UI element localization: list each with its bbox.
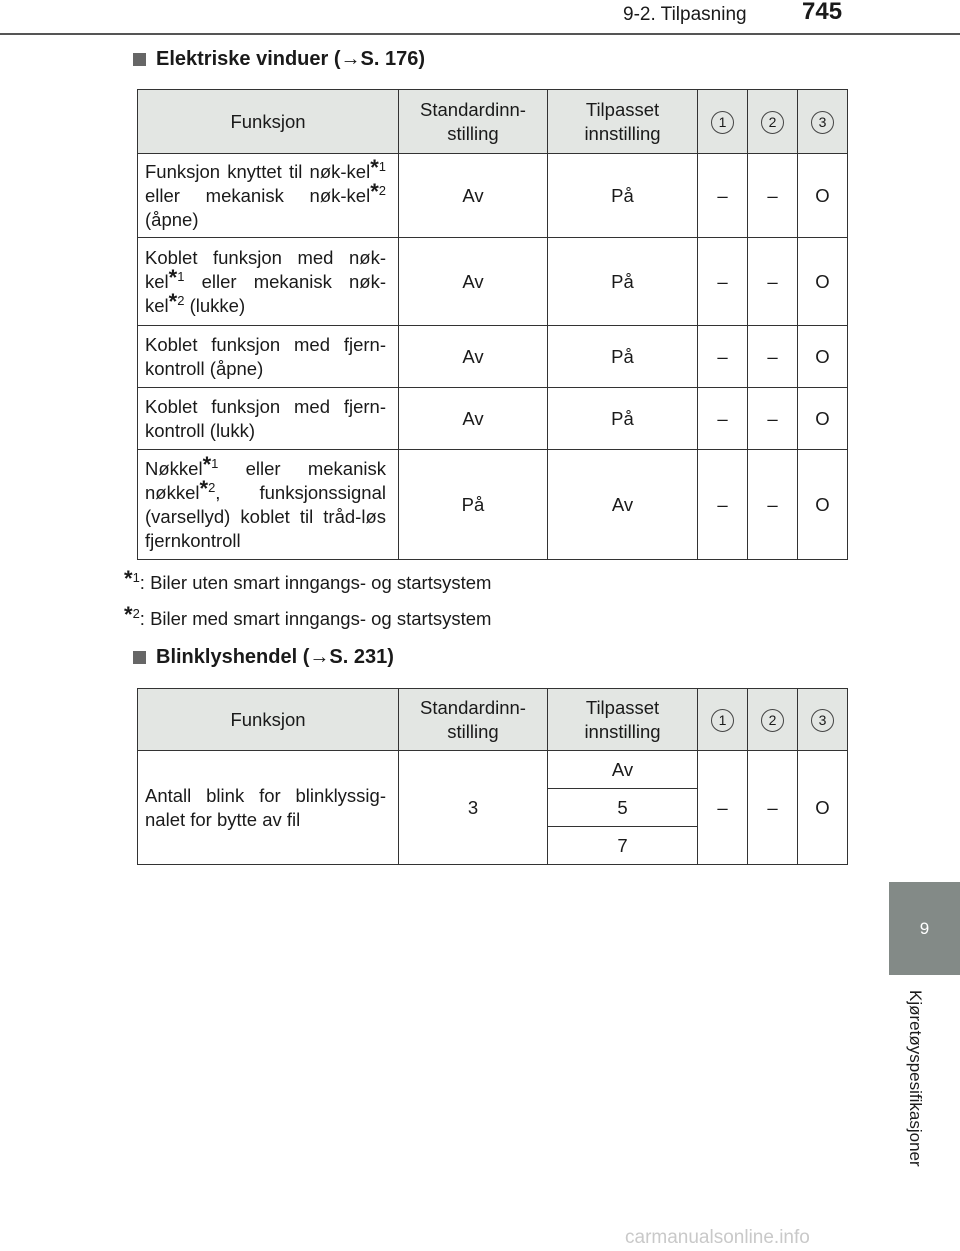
cell-default: Av (399, 388, 548, 450)
cell-col-3: O (798, 388, 848, 450)
function-text: eller mekanisk nøk-kel (145, 270, 386, 316)
cell-col-3: O (798, 238, 848, 326)
circled-1-icon: 1 (711, 111, 734, 134)
cell-option: Av (548, 751, 698, 789)
asterisk-mark: * (168, 264, 178, 290)
asterisk-mark: * (199, 475, 209, 501)
col-header-3 (798, 90, 848, 154)
col-header-function: Funksjon (138, 90, 399, 154)
cell-function (138, 450, 399, 560)
table-header-row (138, 689, 848, 751)
circled-1-icon: 1 (711, 709, 734, 732)
cell-option: 7 (548, 827, 698, 865)
table-header-row (138, 90, 848, 154)
cell-default: På (399, 450, 548, 560)
cell-custom: Av (548, 450, 698, 560)
function-text: Nøkkel (145, 457, 203, 479)
asterisk-mark: * (124, 602, 133, 627)
cell-col-2: – (748, 326, 798, 388)
footnote-ref: 2 (208, 479, 216, 495)
asterisk-mark: * (202, 451, 212, 477)
col-header-function: Funksjon (138, 689, 399, 751)
cell-col-2: – (748, 751, 798, 865)
table-row (138, 154, 848, 238)
turn-signal-table (137, 688, 848, 865)
col-header-3 (798, 689, 848, 751)
cell-option: 5 (548, 789, 698, 827)
cell-function (138, 388, 399, 450)
footnote-ref: 1 (211, 455, 219, 471)
chapter-label: Kjøretøyspesifikasjoner (906, 990, 925, 1167)
asterisk-mark: * (168, 288, 178, 314)
table-row (138, 751, 848, 789)
cell-default: Av (399, 326, 548, 388)
cell-custom: På (548, 388, 698, 450)
cell-col-2: – (748, 154, 798, 238)
footnote-mark: 1 (132, 570, 140, 585)
cell-custom: På (548, 326, 698, 388)
circled-2-icon: 2 (761, 111, 784, 134)
asterisk-mark: * (370, 178, 379, 204)
cell-function (138, 238, 399, 326)
section-title-text: Elektriske vinduer (→S. 176) (156, 48, 426, 70)
function-text: eller mekanisk nøk-kel (145, 184, 371, 206)
col-header-1 (698, 90, 748, 154)
table-row (138, 238, 848, 326)
function-text: (lukke) (184, 294, 246, 316)
footnote-mark: 2 (132, 606, 140, 621)
square-bullet-icon (133, 651, 146, 664)
cell-col-3: O (798, 326, 848, 388)
col-header-custom: Tilpasset innstilling (548, 689, 698, 751)
cell-col-3: O (798, 450, 848, 560)
cell-default: Av (399, 154, 548, 238)
col-header-default: Standardinn- stilling (399, 90, 548, 154)
square-bullet-icon (133, 53, 146, 66)
col-header-2 (748, 689, 798, 751)
section-title-turn-signal (133, 646, 394, 669)
footnote-ref: 2 (177, 292, 185, 308)
function-text: , funksjonssignal (varsellyd) koblet til tråd-løs fjernkontroll (145, 481, 386, 551)
col-header-default: Standardinn- stilling (399, 689, 548, 751)
cell-col-2: – (748, 450, 798, 560)
col-header-1 (698, 689, 748, 751)
function-text: Koblet funksjon med fjern-kontroll (lukk) (145, 395, 386, 441)
cell-col-1: – (698, 238, 748, 326)
cell-function (138, 154, 399, 238)
footnote-2 (124, 602, 492, 630)
cell-custom: På (548, 238, 698, 326)
chapter-tab: 9 (889, 882, 960, 975)
function-text: Koblet funksjon med fjern-kontroll (åpne) (145, 333, 386, 379)
circled-3-icon: 3 (811, 111, 834, 134)
function-text: eller mekanisk nøkkel (145, 457, 386, 503)
footnote-ref: 1 (177, 268, 185, 284)
cell-function: Antall blink for blinklyssig-nalet for bytte av fil (138, 751, 399, 865)
watermark: carmanualsonline.info (625, 1227, 810, 1248)
section-title-text: Blinklyshendel (→S. 231) (156, 646, 394, 668)
header-section: 9-2. Tilpasning (623, 4, 747, 25)
col-header-custom: Tilpasset innstilling (548, 90, 698, 154)
footnote-1 (124, 566, 492, 594)
function-text: (åpne) (145, 208, 199, 230)
function-text: Funksjon knyttet til nøk-kel (145, 160, 371, 182)
section-title-power-windows (133, 48, 425, 71)
cell-col-1: – (698, 751, 748, 865)
cell-col-1: – (698, 450, 748, 560)
cell-default: Av (399, 238, 548, 326)
asterisk-mark: * (370, 154, 379, 180)
function-text: Koblet funksjon med nøk-kel (145, 246, 386, 292)
circled-3-icon: 3 (811, 709, 834, 732)
circled-2-icon: 2 (761, 709, 784, 732)
asterisk-mark: * (124, 566, 133, 591)
table-row (138, 388, 848, 450)
footnote-text: : Biler uten smart inngangs- og startsystem (139, 572, 492, 593)
header-rule (0, 33, 960, 35)
footnote-ref: 1 (378, 158, 386, 174)
footnote-text: : Biler med smart inngangs- og startsystem (139, 608, 492, 629)
cell-default: 3 (399, 751, 548, 865)
cell-col-2: – (748, 238, 798, 326)
cell-col-1: – (698, 154, 748, 238)
page-number: 745 (802, 0, 843, 25)
cell-col-1: – (698, 388, 748, 450)
cell-col-1: – (698, 326, 748, 388)
table-row (138, 326, 848, 388)
cell-col-3: O (798, 751, 848, 865)
col-header-2 (748, 90, 798, 154)
cell-col-2: – (748, 388, 798, 450)
footnote-ref: 2 (378, 182, 386, 198)
cell-function (138, 326, 399, 388)
cell-col-3: O (798, 154, 848, 238)
table-row (138, 450, 848, 560)
power-windows-table (137, 89, 848, 560)
cell-custom: På (548, 154, 698, 238)
